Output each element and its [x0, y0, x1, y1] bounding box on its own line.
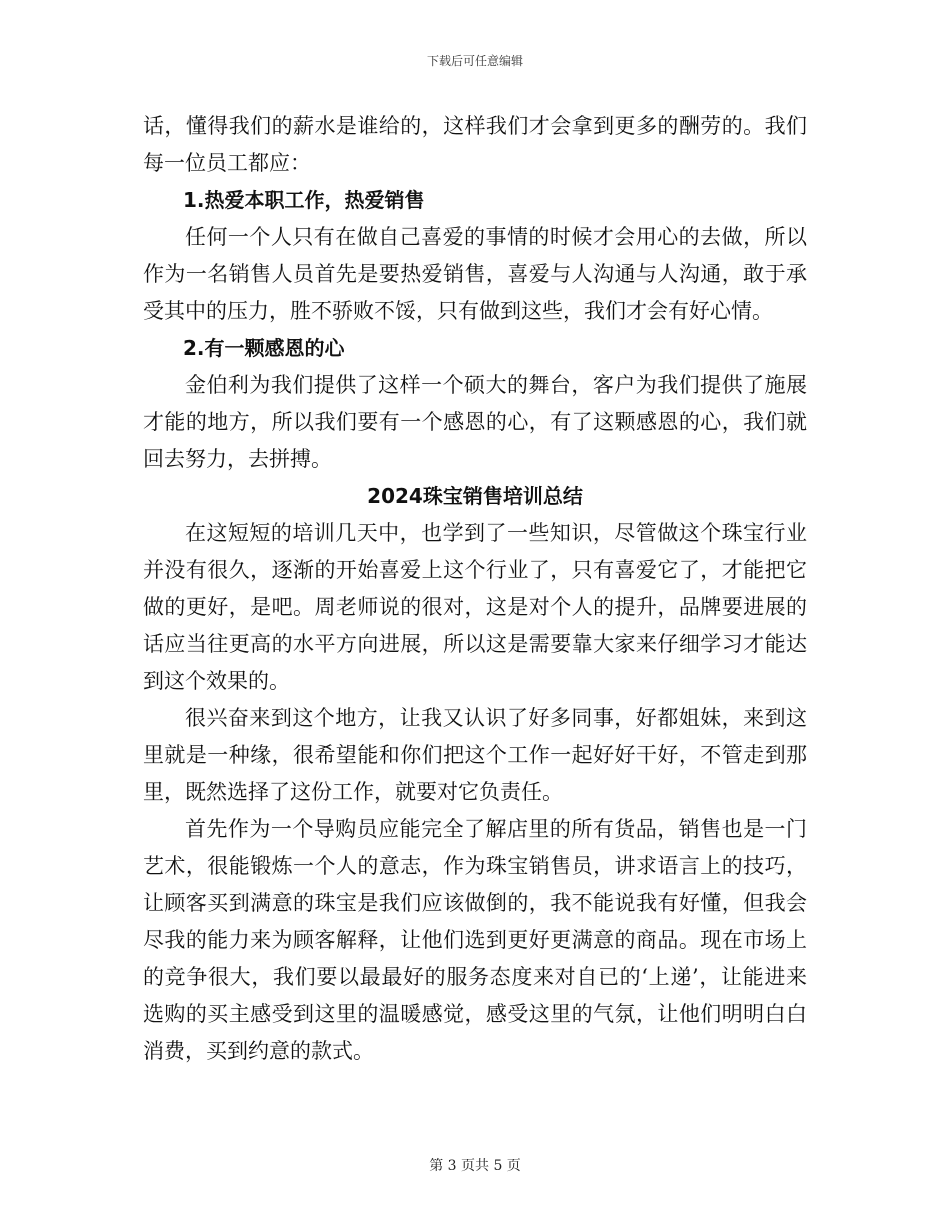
- paragraph-continuation: 话，懂得我们的薪水是谁给的，这样我们才会拿到更多的酬劳的。我们每一位员工都应：: [143, 114, 807, 175]
- paragraph-sales-skills: 首先作为一个导购员应能完全了解店里的所有货品，销售也是一门艺术，很能锻炼一个人的意志，作为珠宝销售员，讲求语言上的技巧，让顾客买到满意的珠宝是我们应该做倒的，我不能说我有好懂，但我会尽我的能力来为顾客解释，让他们选到更好更满意的商品。现在市场上的竞争很大，我们要以最最好的服务态度来对自已的‘上递’，让能进来选购的买主感受到这里的温暖感觉，感受这里的气氛，让他们明明白白消费，买到约意的款式。: [143, 817, 807, 1063]
- page-header: 下载后可任意编辑: [426, 54, 523, 68]
- subheading-gratitude: 2.有一颗感恩的心: [183, 336, 345, 360]
- paragraph-love-sales: 任何一个人只有在做自己喜爱的事情的时候才会用心的去做，所以作为一名销售人员首先是要热爱销售，喜爱与人沟通与人沟通，敢于承受其中的压力，胜不骄败不馁，只有做到这些，我们才会有好心情。: [143, 225, 807, 323]
- subheading-love-work: 1.热爱本职工作，热爱销售: [183, 188, 425, 212]
- paragraph-training: 在这短短的培训几天中，也学到了一些知识，尽管做这个珠宝行业并没有很久，逐渐的开始喜爱上这个行业了，只有喜爱它了，才能把它做的更好，是吧。周老师说的很对，这是对个人的提升，品牌要进展的话应当往更高的水平方向进展，所以这是需要靠大家来仔细学习才能达到这个效果的。: [143, 521, 807, 693]
- paragraph-colleagues: 很兴奋来到这个地方，让我又认识了好多同事，好都姐妹，来到这里就是一种缘，很希望能和你们把这个工作一起好好干好，不管走到那里，既然选择了这份工作，就要对它负责任。: [143, 706, 807, 804]
- document-body: [143, 108, 807, 1070]
- page-footer: 第 3 页共 5 页: [429, 1158, 521, 1174]
- paragraph-gratitude: 金伯利为我们提供了这样一个硕大的舞台，客户为我们提供了施展才能的地方，所以我们要有一个感恩的心，有了这颗感恩的心，我们就回去努力，去拼搏。: [143, 373, 807, 471]
- section-title: 2024珠宝销售培训总结: [367, 484, 583, 508]
